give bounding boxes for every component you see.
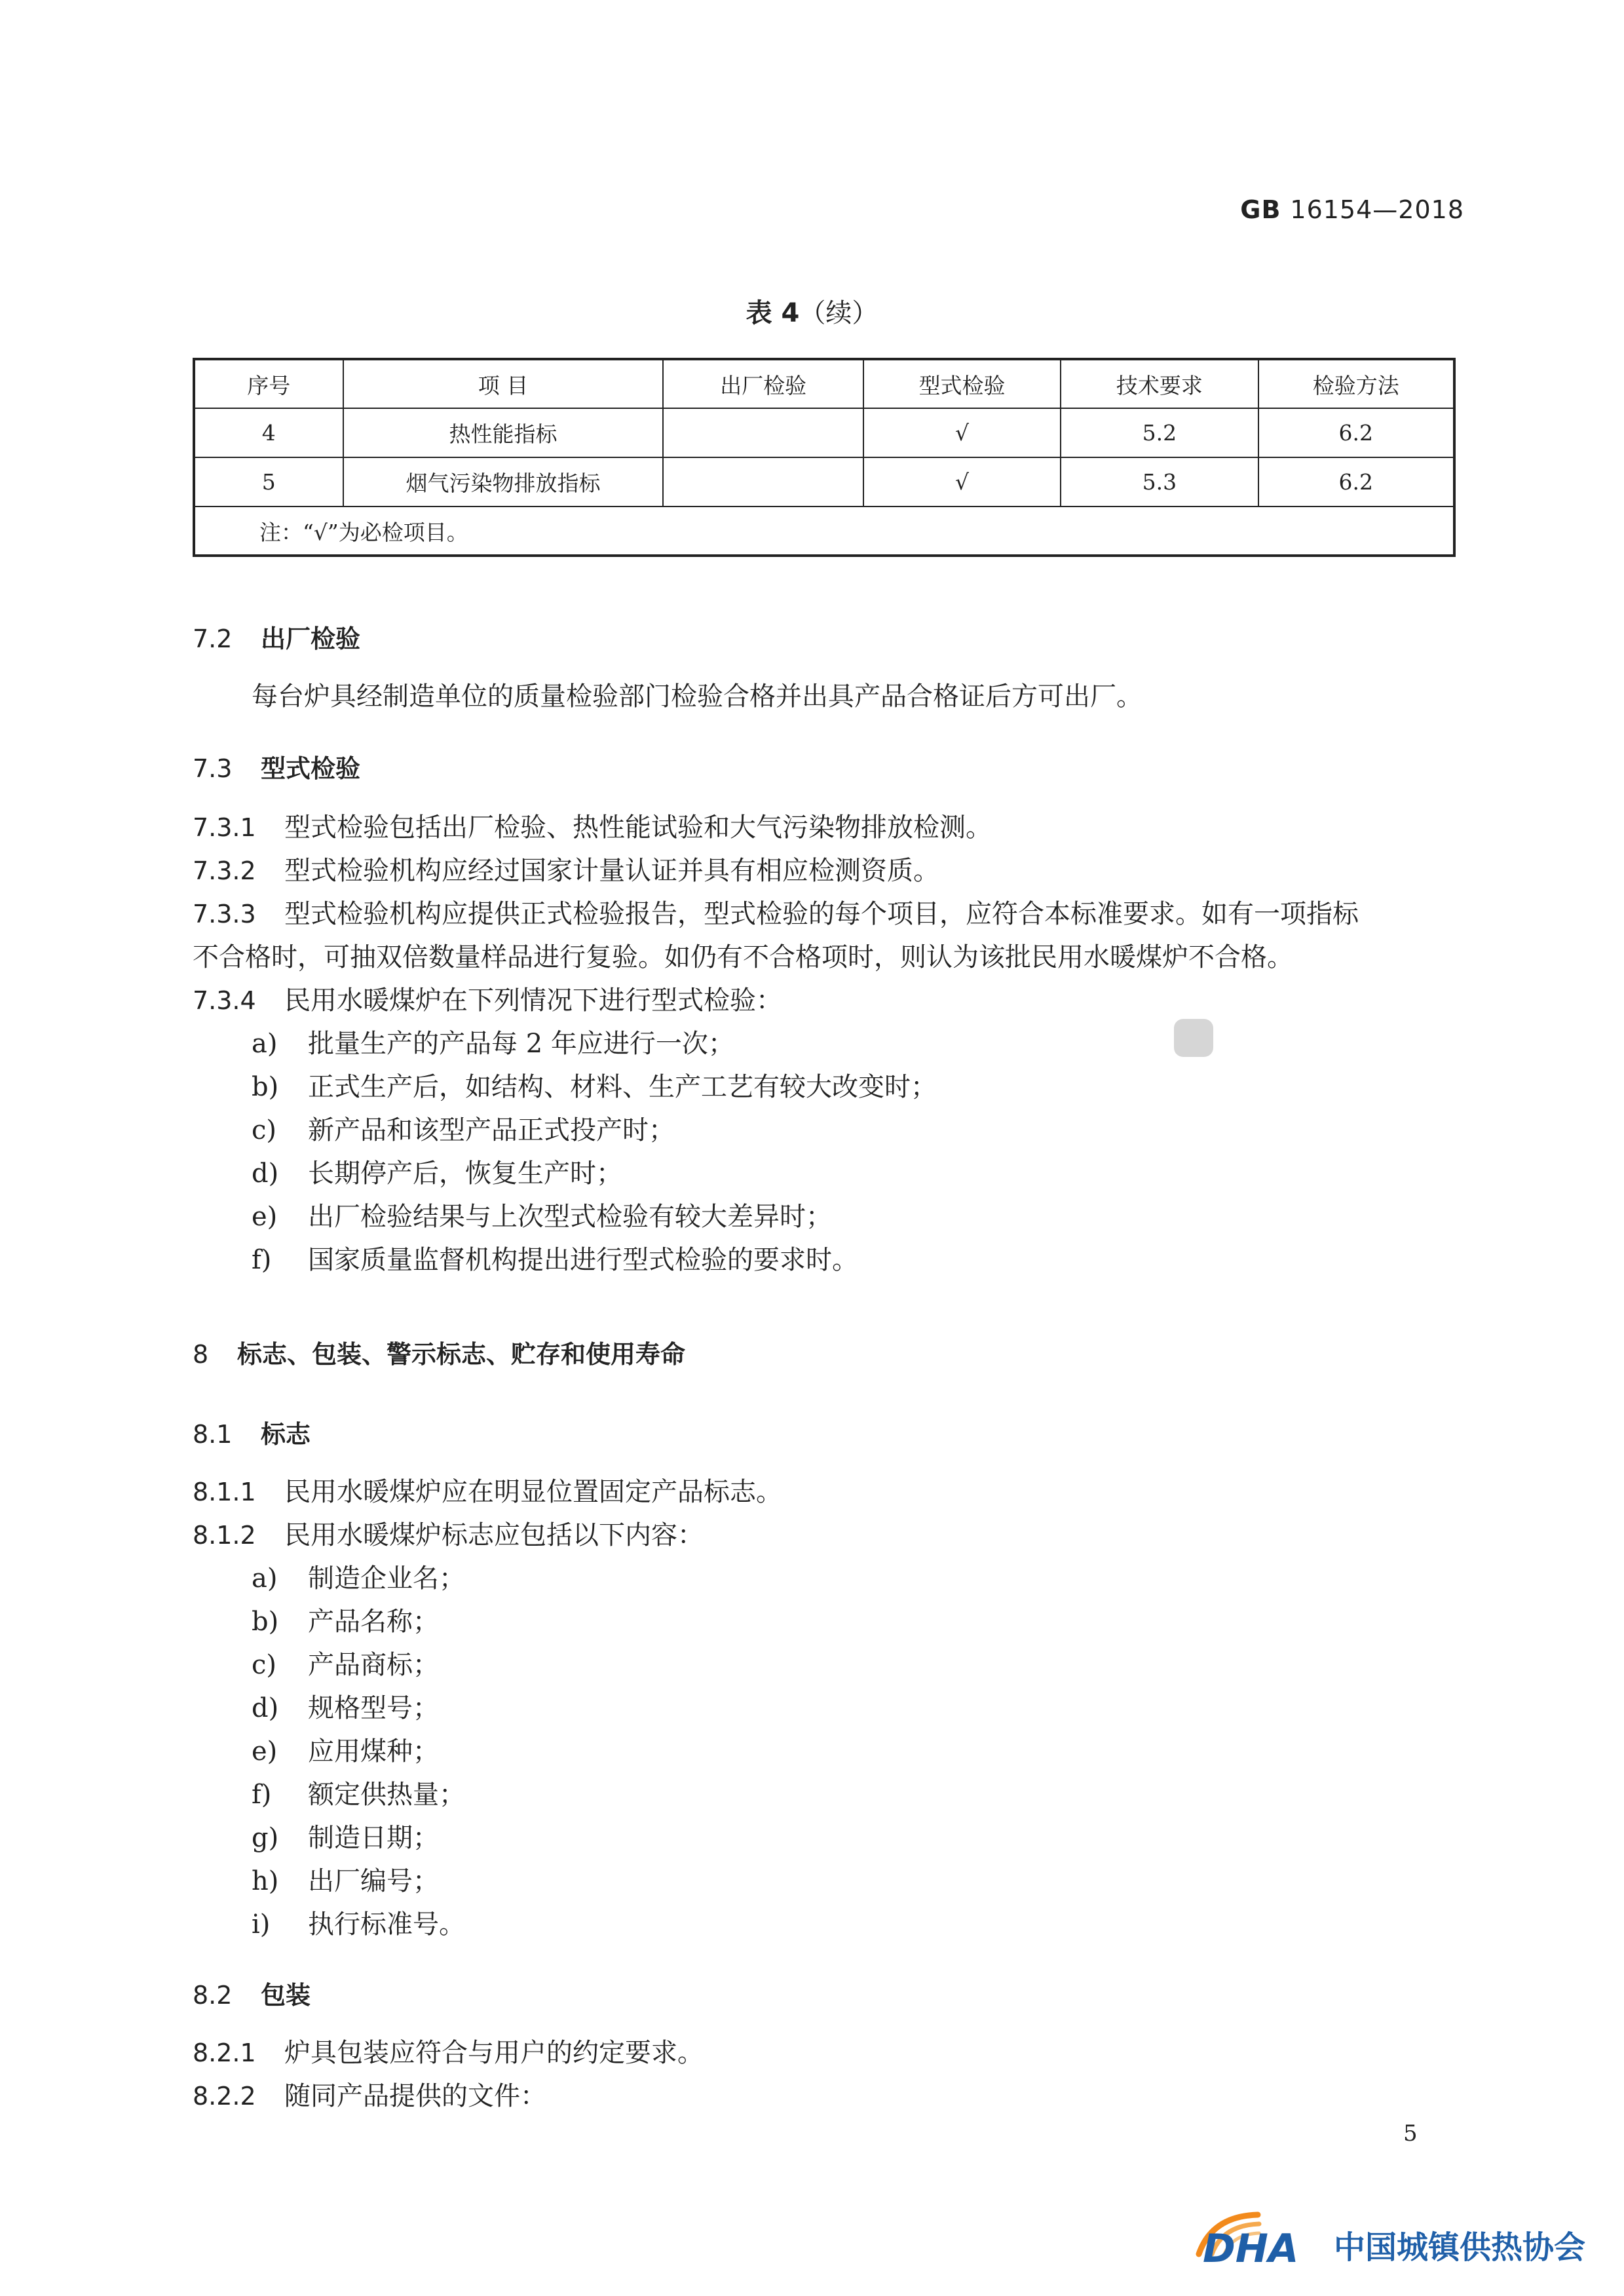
clause-8-1-1	[193, 1470, 782, 1514]
list-marker: d)	[252, 1158, 279, 1189]
clause-7-3-1	[193, 806, 992, 849]
section-8-2-heading	[193, 1975, 311, 2011]
table-cell: 5.2	[1061, 408, 1258, 457]
table-header-row	[194, 359, 1454, 408]
section-8-1-heading	[193, 1414, 311, 1450]
page-number: 5	[1403, 2120, 1418, 2147]
table-header-cell: 序号	[194, 359, 343, 408]
table-cell: 烟气污染物排放指标	[343, 457, 664, 507]
table-caption	[0, 292, 1624, 330]
list-item	[252, 1860, 439, 1903]
clause-text: 炉具包装应符合与用户的约定要求。	[284, 2038, 704, 2068]
clause-7-3-3-continued: 不合格时，可抽双倍数量样品进行复验。如仍有不合格项时，则认为该批民用水暖煤炉不合格。	[193, 942, 1293, 972]
scan-mark	[1174, 1019, 1213, 1057]
table-cell: √	[863, 408, 1061, 457]
association-logo	[1186, 2203, 1592, 2268]
logo-organization: 中国城镇供热协会	[1334, 2229, 1586, 2266]
list-marker: b)	[252, 1607, 279, 1637]
logo-letters: DHA	[1203, 2226, 1299, 2268]
table-caption-label: 表 4	[746, 298, 800, 328]
list-text: 新产品和该型产品正式投产时；	[308, 1115, 675, 1145]
chapter-title: 标志、包装、警示标志、贮存和使用寿命	[237, 1340, 686, 1369]
dha-logo-icon	[1186, 2203, 1592, 2268]
list-text: 应用煤种；	[308, 1736, 439, 1767]
list-item	[252, 1600, 439, 1643]
table-cell	[663, 457, 863, 507]
list-item	[252, 1773, 465, 1816]
section-title: 标志	[261, 1420, 311, 1449]
clause-number: 8.2.1	[193, 2038, 256, 2067]
list-item	[252, 1903, 465, 1946]
list-text: 规格型号；	[308, 1693, 439, 1723]
clause-text: 型式检验机构应经过国家计量认证并具有相应检测资质。	[284, 856, 939, 886]
clause-7-3-2	[193, 849, 939, 892]
clause-8-2-1	[193, 2031, 704, 2075]
inspection-table	[193, 358, 1456, 557]
table-header-cell: 检验方法	[1258, 359, 1454, 408]
table-cell: 5	[194, 457, 343, 507]
section-number: 8.2	[193, 1981, 233, 2010]
section-number: 8.1	[193, 1420, 233, 1449]
list-marker: d)	[252, 1693, 279, 1723]
clause-text: 型式检验机构应提供正式检验报告，型式检验的每个项目，应符合本标准要求。如有一项指标	[284, 899, 1359, 929]
list-marker: c)	[252, 1115, 277, 1145]
list-marker: a)	[252, 1563, 278, 1594]
list-item	[252, 1152, 622, 1195]
table-cell: 4	[194, 408, 343, 457]
table-row	[194, 408, 1454, 457]
list-text: 正式生产后，如结构、材料、生产工艺有较大改变时；	[308, 1072, 937, 1102]
list-text: 长期停产后，恢复生产时；	[308, 1158, 622, 1189]
chapter-8-heading	[193, 1334, 685, 1370]
list-marker: e)	[252, 1202, 278, 1232]
list-text: 额定供热量；	[308, 1780, 465, 1810]
clause-text: 民用水暖煤炉在下列情况下进行型式检验：	[284, 985, 782, 1016]
list-text: 批量生产的产品每 2 年应进行一次；	[308, 1029, 734, 1059]
clause-8-1-2	[193, 1514, 704, 1557]
list-text: 执行标准号。	[308, 1909, 465, 1940]
table-note-row	[194, 507, 1454, 556]
table-row	[194, 457, 1454, 507]
clause-text: 民用水暖煤炉标志应包括以下内容：	[284, 1520, 704, 1550]
table-header-cell: 出厂检验	[663, 359, 863, 408]
section-number: 7.2	[193, 624, 233, 653]
chapter-number: 8	[193, 1340, 209, 1369]
standard-number	[1240, 195, 1464, 224]
list-item	[252, 1687, 439, 1730]
list-marker: b)	[252, 1072, 279, 1102]
list-marker: g)	[252, 1823, 279, 1853]
list-item	[252, 1643, 439, 1687]
list-marker: i)	[252, 1909, 271, 1940]
paragraph: 每台炉具经制造单位的质量检验部门检验合格并出具产品合格证后方可出厂。	[252, 681, 1142, 712]
list-item	[252, 1238, 858, 1282]
list-item	[252, 1195, 832, 1238]
table-cell: 6.2	[1258, 457, 1454, 507]
list-text: 出厂编号；	[308, 1866, 439, 1896]
clause-text: 随同产品提供的文件：	[284, 2081, 546, 2111]
standard-code: 16154—2018	[1290, 195, 1464, 224]
list-item	[252, 1816, 439, 1860]
list-marker: f)	[252, 1780, 272, 1810]
table-cell: 5.3	[1061, 457, 1258, 507]
list-text: 产品名称；	[308, 1607, 439, 1637]
list-text: 制造企业名；	[308, 1563, 465, 1594]
list-item	[252, 1065, 937, 1109]
clause-number: 8.1.1	[193, 1478, 256, 1506]
list-item	[252, 1022, 734, 1065]
clause-7-3-3	[193, 892, 1359, 936]
table-cell: 热性能指标	[343, 408, 664, 457]
clause-number: 7.3.1	[193, 813, 256, 842]
table-header-cell: 技术要求	[1061, 359, 1258, 408]
clause-number: 7.3.3	[193, 900, 256, 928]
section-title: 包装	[261, 1981, 311, 2010]
clause-number: 7.3.4	[193, 986, 256, 1015]
standard-prefix: GB	[1240, 195, 1281, 224]
clause-text: 型式检验包括出厂检验、热性能试验和大气污染物排放检测。	[284, 813, 992, 843]
clause-7-3-4	[193, 979, 782, 1022]
section-7-3-heading	[193, 748, 360, 784]
list-item	[252, 1730, 439, 1773]
list-item	[252, 1109, 675, 1152]
clause-text: 民用水暖煤炉应在明显位置固定产品标志。	[284, 1477, 782, 1507]
clause-number: 7.3.2	[193, 856, 256, 885]
table-header-cell: 型式检验	[863, 359, 1061, 408]
list-text: 国家质量监督机构提出进行型式检验的要求时。	[308, 1245, 858, 1275]
list-text: 出厂检验结果与上次型式检验有较大差异时；	[308, 1202, 832, 1232]
list-text: 产品商标；	[308, 1650, 439, 1680]
section-number: 7.3	[193, 754, 233, 783]
list-marker: h)	[252, 1866, 279, 1896]
clause-number: 8.1.2	[193, 1521, 256, 1550]
clause-8-2-2	[193, 2075, 546, 2118]
table-cell: √	[863, 457, 1061, 507]
list-marker: a)	[252, 1029, 278, 1059]
list-marker: e)	[252, 1736, 278, 1767]
section-title: 型式检验	[261, 754, 361, 783]
table-note: 注：“√”为必检项目。	[194, 507, 1454, 556]
list-marker: f)	[252, 1245, 272, 1275]
section-title: 出厂检验	[261, 624, 361, 653]
list-marker: c)	[252, 1650, 277, 1680]
section-7-2-heading	[193, 619, 360, 655]
table-header-cell: 项 目	[343, 359, 664, 408]
list-item	[252, 1557, 465, 1600]
table-cell: 6.2	[1258, 408, 1454, 457]
list-text: 制造日期；	[308, 1823, 439, 1853]
clause-number: 8.2.2	[193, 2082, 256, 2111]
table-caption-suffix: （续）	[799, 298, 878, 328]
table-cell	[663, 408, 863, 457]
